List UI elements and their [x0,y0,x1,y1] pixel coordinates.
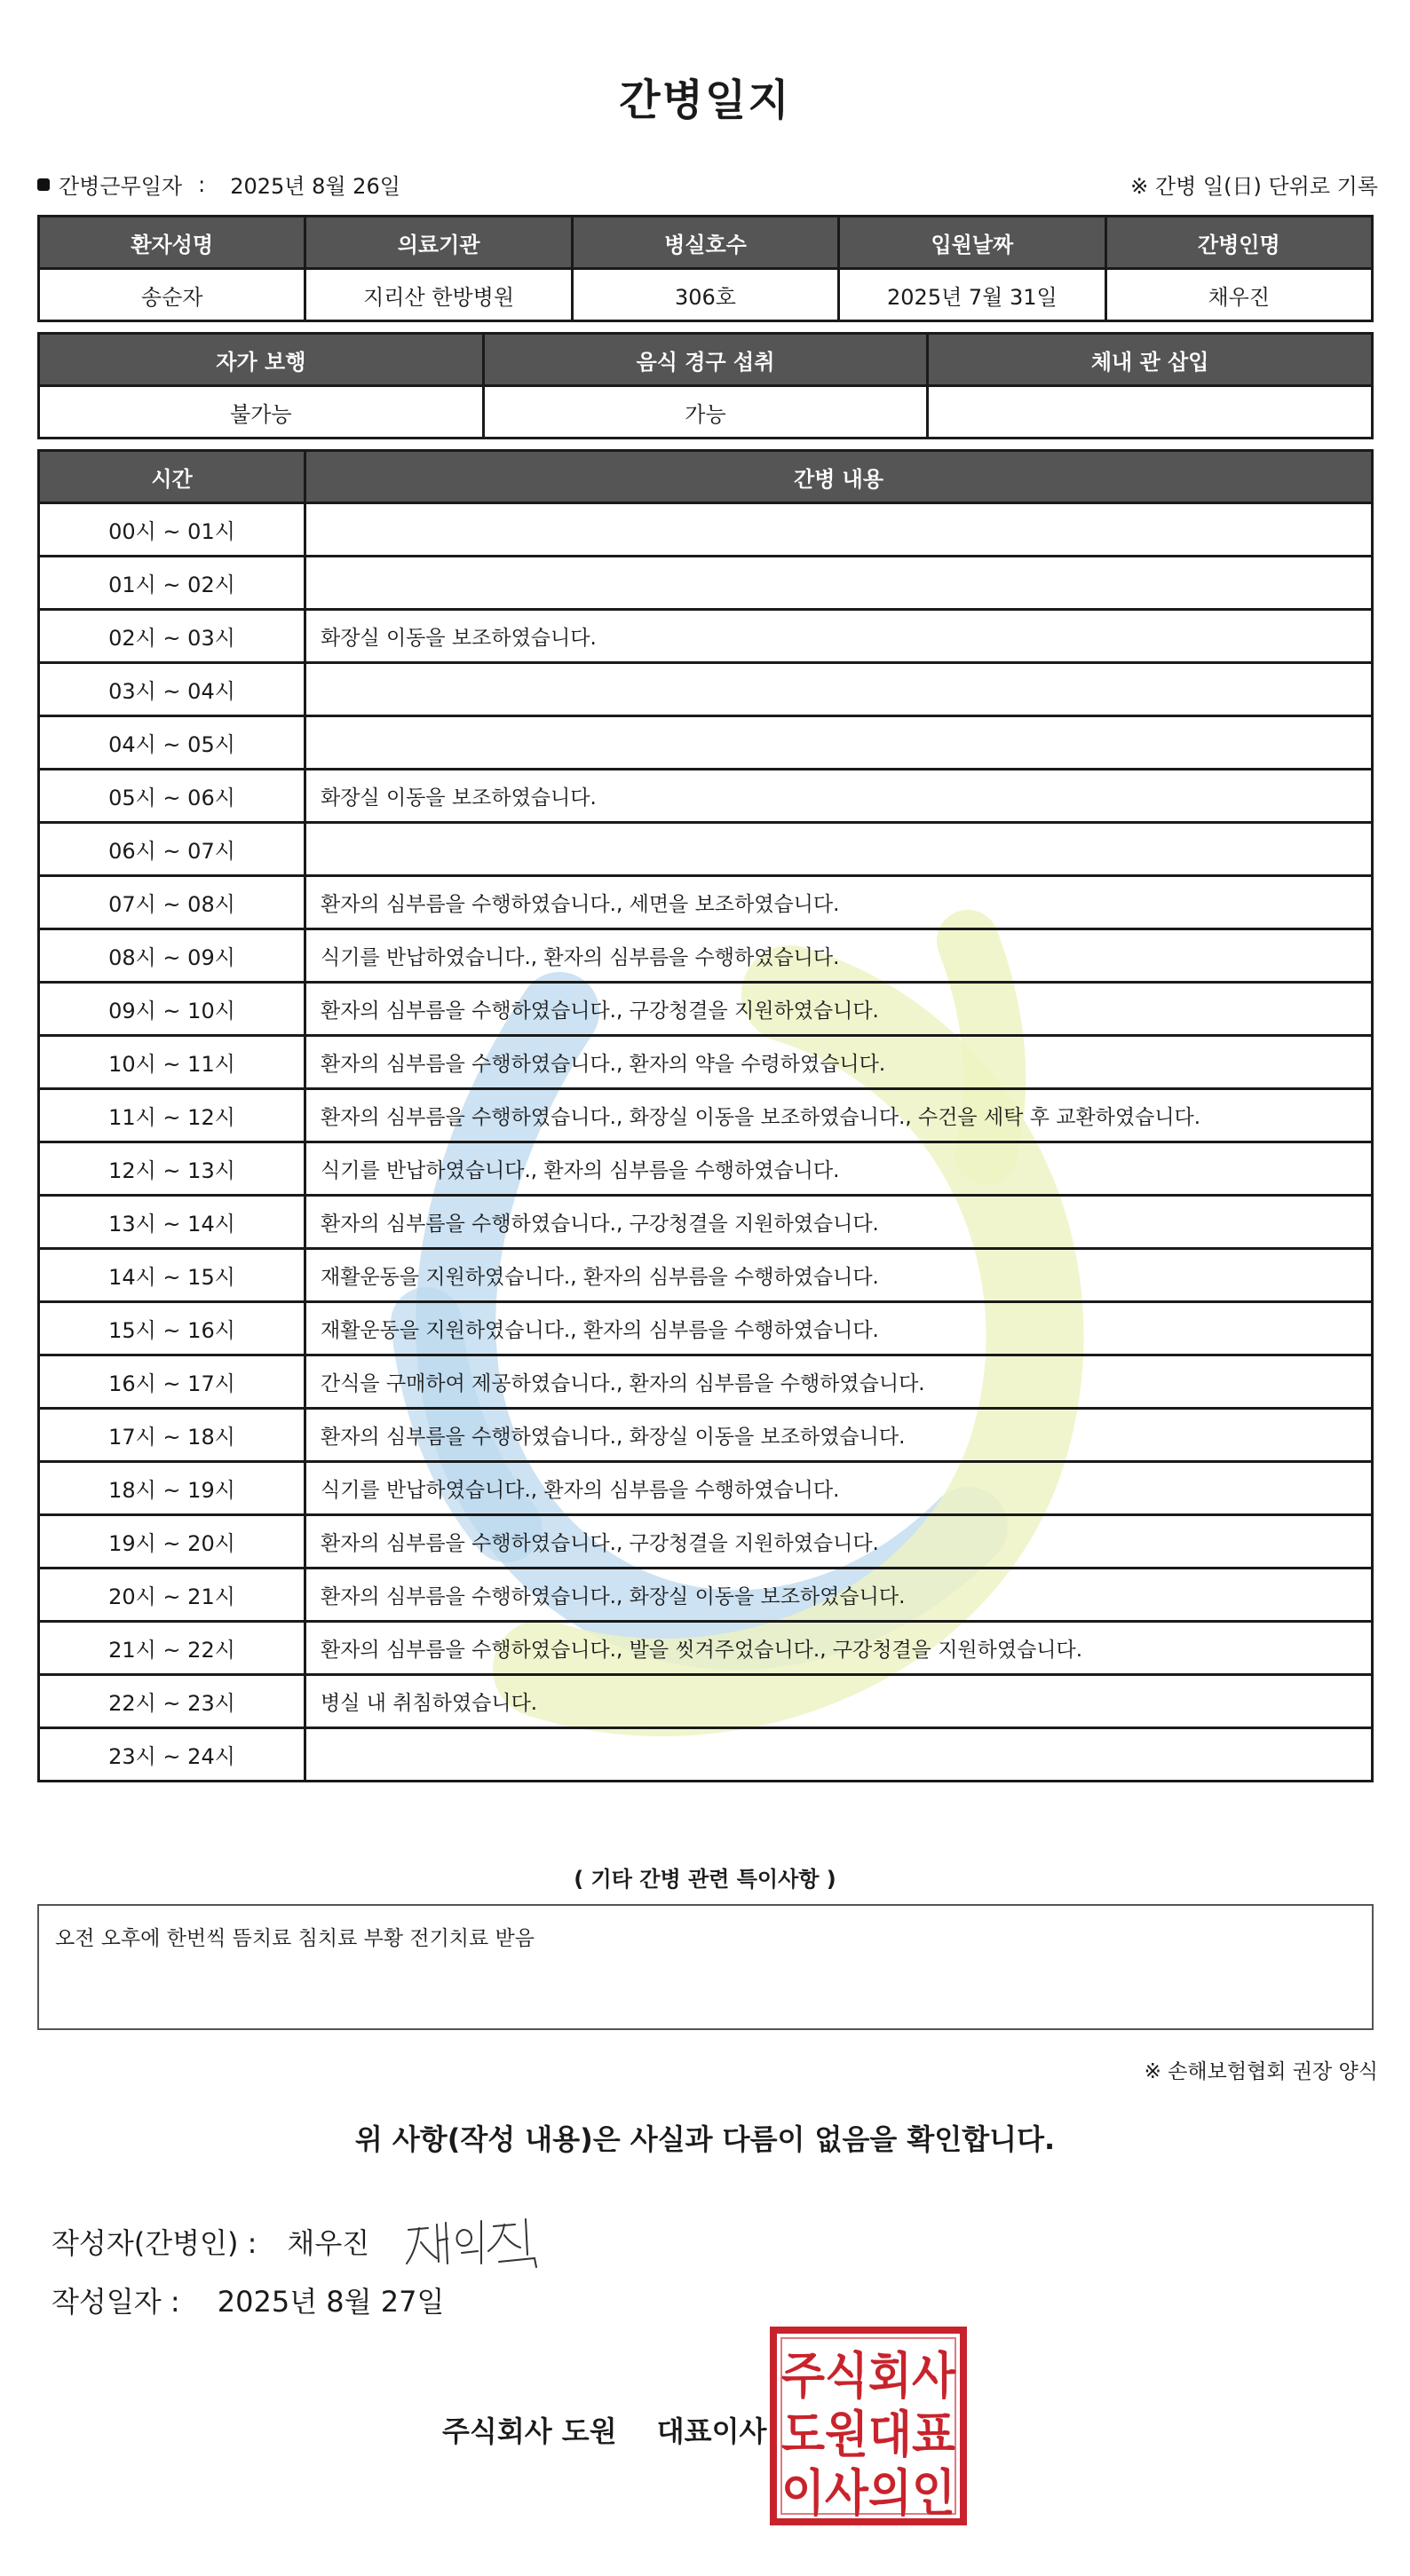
header-room: 병실호수 [572,217,838,269]
time-slot: 14시 ~ 15시 [39,1249,305,1302]
table-row [39,823,1373,876]
time-slot: 09시 ~ 10시 [39,983,305,1036]
care-content: 병실 내 취침하였습니다. [305,1675,1373,1728]
care-content [305,503,1373,557]
work-date-row [37,169,400,200]
recommend-note: ※ 손해보험협회 권장 양식 [1144,2060,1378,2083]
care-log-table [37,449,1374,1782]
handwritten-signature-icon [401,2210,552,2272]
care-content: 간식을 구매하여 제공하였습니다., 환자의 심부름을 수행하였습니다. [305,1355,1373,1409]
table-header-row [39,217,1373,269]
time-slot: 20시 ~ 21시 [39,1569,305,1622]
table-row [39,1569,1373,1622]
header-time: 시간 [39,451,305,503]
time-slot: 22시 ~ 23시 [39,1675,305,1728]
care-content: 화장실 이동을 보조하였습니다. [305,770,1373,823]
table-row [39,929,1373,983]
time-slot: 08시 ~ 09시 [39,929,305,983]
special-notes-title: ( 기타 간병 관련 특이사항 ) [574,1867,836,1892]
care-content: 환자의 심부름을 수행하였습니다., 구강청결을 지원하였습니다. [305,1515,1373,1569]
patient-status-table [37,332,1374,439]
time-slot: 07시 ~ 08시 [39,876,305,929]
write-date-row [51,2280,444,2320]
room-number: 306호 [572,269,838,321]
confirmation-statement: 위 사항(작성 내용)은 사실과 다름이 없음을 확인합니다. [354,2122,1056,2156]
care-content [305,823,1373,876]
svg-text:도원대표: 도원대표 [781,2406,955,2464]
oral-intake-status: 가능 [483,386,928,439]
special-notes-box: 오전 오후에 한번씩 뜸치료 침치료 부황 전기치료 받음 [37,1904,1374,2030]
institution: 지리산 한방병원 [305,269,572,321]
table-row [39,1515,1373,1569]
header-institution: 의료기관 [305,217,572,269]
table-header-row [39,451,1373,503]
table-row [39,770,1373,823]
patient-name: 송순자 [39,269,305,321]
care-content: 환자의 심부름을 수행하였습니다., 세면을 보조하였습니다. [305,876,1373,929]
document-title: 간병일지 [619,75,791,125]
admission-date: 2025년 7월 31일 [839,269,1105,321]
care-content [305,557,1373,610]
table-row [39,1142,1373,1196]
care-content: 식기를 반납하였습니다., 환자의 심부름을 수행하였습니다. [305,1142,1373,1196]
table-row [39,1089,1373,1142]
care-content: 환자의 심부름을 수행하였습니다., 발을 씻겨주었습니다., 구강청결을 지원하였습니다. [305,1622,1373,1675]
svg-text:이사의인: 이사의인 [781,2465,955,2523]
time-slot: 23시 ~ 24시 [39,1728,305,1782]
care-content: 화장실 이동을 보조하였습니다. [305,610,1373,663]
table-row [39,1409,1373,1462]
time-slot: 19시 ~ 20시 [39,1515,305,1569]
time-slot: 15시 ~ 16시 [39,1302,305,1355]
patient-info-table [37,215,1374,322]
company-name: 주식회사 도원 [442,2414,617,2448]
time-slot: 01시 ~ 02시 [39,557,305,610]
bullet-square-icon [37,178,50,191]
header-admission-date: 입원날짜 [839,217,1105,269]
care-content: 환자의 심부름을 수행하였습니다., 화장실 이동을 보조하였습니다. [305,1409,1373,1462]
care-content: 재활운동을 지원하였습니다., 환자의 심부름을 수행하였습니다. [305,1249,1373,1302]
time-slot: 10시 ~ 11시 [39,1036,305,1089]
table-row [39,557,1373,610]
time-slot: 21시 ~ 22시 [39,1622,305,1675]
table-row [39,1196,1373,1249]
table-row [39,1249,1373,1302]
time-slot: 06시 ~ 07시 [39,823,305,876]
tube-insertion-status [928,386,1373,439]
table-row [39,1728,1373,1782]
work-date-value: 2025년 8월 26일 [230,174,400,199]
time-slot: 11시 ~ 12시 [39,1089,305,1142]
writer-row [51,2210,552,2272]
care-content: 환자의 심부름을 수행하였습니다., 화장실 이동을 보조하였습니다., 수건을 세탁 후 교환하였습니다. [305,1089,1373,1142]
table-row [39,663,1373,716]
care-content: 환자의 심부름을 수행하였습니다., 구강청결을 지원하였습니다. [305,1196,1373,1249]
table-row [39,876,1373,929]
work-date-label: 간병근무일자 [59,174,183,199]
care-content [305,663,1373,716]
time-slot: 03시 ~ 04시 [39,663,305,716]
time-slot: 04시 ~ 05시 [39,716,305,770]
care-content: 환자의 심부름을 수행하였습니다., 환자의 약을 수령하였습니다. [305,1036,1373,1089]
table-row [39,1302,1373,1355]
care-content: 환자의 심부름을 수행하였습니다., 화장실 이동을 보조하였습니다. [305,1569,1373,1622]
care-content [305,1728,1373,1782]
table-row [39,983,1373,1036]
table-header-row [39,334,1373,386]
time-slot: 16시 ~ 17시 [39,1355,305,1409]
table-row [39,1462,1373,1515]
care-content: 식기를 반납하였습니다., 환자의 심부름을 수행하였습니다. [305,1462,1373,1515]
company-row [442,2409,766,2450]
header-patient-name: 환자성명 [39,217,305,269]
table-row [39,716,1373,770]
header-tube-insertion: 체내 관 삽입 [928,334,1373,386]
record-note: ※ 간병 일(日) 단위로 기록 [1130,174,1378,199]
caregiver-name: 채우진 [1105,269,1372,321]
table-row [39,269,1373,321]
time-slot: 13시 ~ 14시 [39,1196,305,1249]
header-oral-intake: 음식 경구 섭취 [483,334,928,386]
svg-text:주식회사: 주식회사 [781,2348,956,2406]
writer-label: 작성자(간병인) : [51,2226,257,2260]
care-content: 식기를 반납하였습니다., 환자의 심부름을 수행하였습니다. [305,929,1373,983]
time-slot: 12시 ~ 13시 [39,1142,305,1196]
care-log-body [39,503,1373,1782]
time-slot: 00시 ~ 01시 [39,503,305,557]
time-slot: 05시 ~ 06시 [39,770,305,823]
header-walking: 자가 보행 [39,334,484,386]
time-slot: 02시 ~ 03시 [39,610,305,663]
table-row [39,386,1373,439]
seal-stamp-icon [769,2326,968,2526]
time-slot: 18시 ~ 19시 [39,1462,305,1515]
work-date-colon: : [198,171,206,197]
walking-status: 불가능 [39,386,484,439]
writer-name: 채우진 [287,2226,370,2260]
table-row [39,1675,1373,1728]
table-row [39,1355,1373,1409]
table-row [39,503,1373,557]
table-row [39,610,1373,663]
care-content: 재활운동을 지원하였습니다., 환자의 심부름을 수행하였습니다. [305,1302,1373,1355]
write-date-label: 작성일자 : [51,2285,180,2319]
care-content [305,716,1373,770]
table-row [39,1036,1373,1089]
header-caregiver: 간병인명 [1105,217,1372,269]
table-row [39,1622,1373,1675]
care-content: 환자의 심부름을 수행하였습니다., 구강청결을 지원하였습니다. [305,983,1373,1036]
write-date-value: 2025년 8월 27일 [217,2285,445,2319]
company-title: 대표이사 [656,2414,767,2448]
time-slot: 17시 ~ 18시 [39,1409,305,1462]
header-care-content: 간병 내용 [305,451,1373,503]
